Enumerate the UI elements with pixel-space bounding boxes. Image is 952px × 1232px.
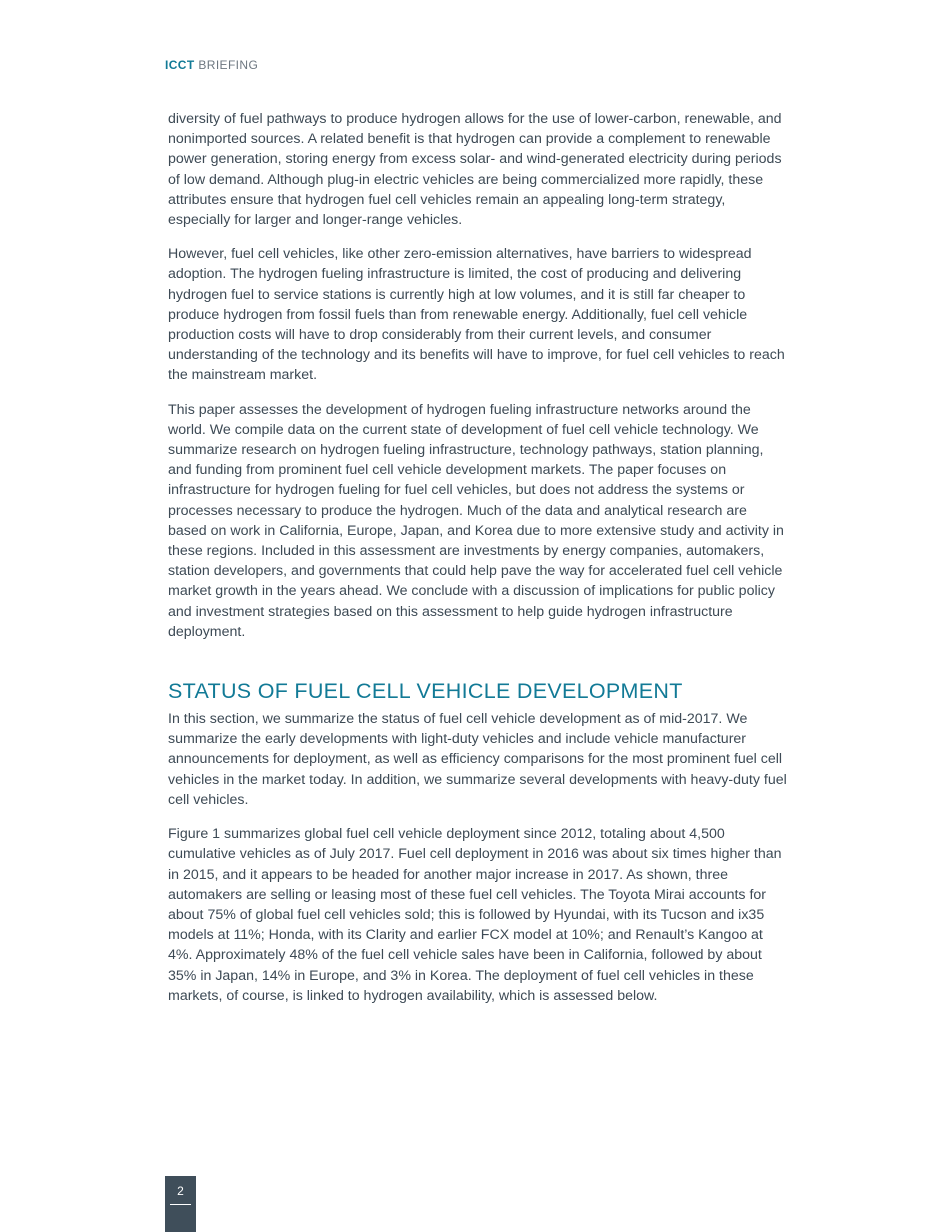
section-heading: STATUS OF FUEL CELL VEHICLE DEVELOPMENT (168, 679, 683, 704)
main-content (168, 109, 788, 1020)
header-kind: BRIEFING (198, 58, 259, 72)
body-paragraph: diversity of fuel pathways to produce hydrogen allows for the use of lower-carbon, renewable, and nonimported sources. A related benefit is that hydrogen can provide a complement to renewable power generation, storing energy from excess solar- and wind-generated electricity during periods of low demand. Although plug-in electric vehicles are being commercialized more rapidly, these attributes ensure that hydrogen fuel cell vehicles remain an appealing long-term strategy, especially for larger and longer-range vehicles. (168, 111, 782, 229)
page-number: 2 (177, 1184, 184, 1198)
body-paragraph: In this section, we summarize the status of fuel cell vehicle development as of mid-2017. We summarize the early developments with light-duty vehicles and include vehicle manufacturer announcements for deployment, as well as efficiency comparisons for the most prominent fuel cell vehicles in the market today. In addition, we summarize several developments with heavy-duty fuel cell vehicles. (168, 711, 787, 808)
body-paragraph: This paper assesses the development of hydrogen fueling infrastructure networks around the world. We compile data on the current state of development of fuel cell vehicle technology. We summarize research on hydrogen fueling infrastructure, technology pathways, station planning, and funding from prominent fuel cell vehicle development markets. The paper focuses on infrastructure for hydrogen fueling for fuel cell vehicles, but does not address the systems or processes necessary to produce the hydrogen. Much of the data and analytical research are based on work in California, Europe, Japan, and Korea due to more extensive study and activity in these regions. Included in this assessment are investments by energy companies, automakers, station developers, and governments that could help pave the way for accelerated fuel cell vehicle market growth in the years ahead. We conclude with a discussion of implications for public policy and investment strategies based on this assessment to help guide hydrogen infrastructure deployment. (168, 401, 784, 640)
header-org: ICCT (165, 58, 195, 72)
page-number-tab (165, 1176, 196, 1232)
body-paragraph: Figure 1 summarizes global fuel cell vehicle deployment since 2012, totaling about 4,500 cumulative vehicles as of July 2017. Fuel cell deployment in 2016 was about six times higher than in 2015, and it appears to be headed for another major increase in 2017. As shown, three automakers are selling or leasing most of these fuel cell vehicles. The Toyota Mirai accounts for about 75% of global fuel cell vehicles sold; this is followed by Hyundai, with its Tucson and ix35 models at 11%; Honda, with its Clarity and earlier FCX model at 10%; and Renault’s Kangoo at 4%. Approximately 48% of the fuel cell vehicle sales have been in California, followed by about 35% in Japan, 14% in Europe, and 3% in Korea. The deployment of fuel cell vehicles in these markets, of course, is linked to hydrogen availability, which is assessed below. (168, 826, 782, 1004)
page-number-rule (170, 1204, 191, 1205)
body-paragraph: However, fuel cell vehicles, like other zero-emission alternatives, have barriers to widespread adoption. The hydrogen fueling infrastructure is limited, the cost of producing and delivering hydrogen fuel to service stations is currently high at low volumes, and it is still far cheaper to produce hydrogen from fossil fuels than from renewable energy. Additionally, fuel cell vehicle production costs will have to drop considerably from their current levels, and consumer understanding of the technology and its benefits will have to improve, for fuel cell vehicles to reach the mainstream market. (168, 246, 785, 384)
running-header (165, 58, 258, 72)
